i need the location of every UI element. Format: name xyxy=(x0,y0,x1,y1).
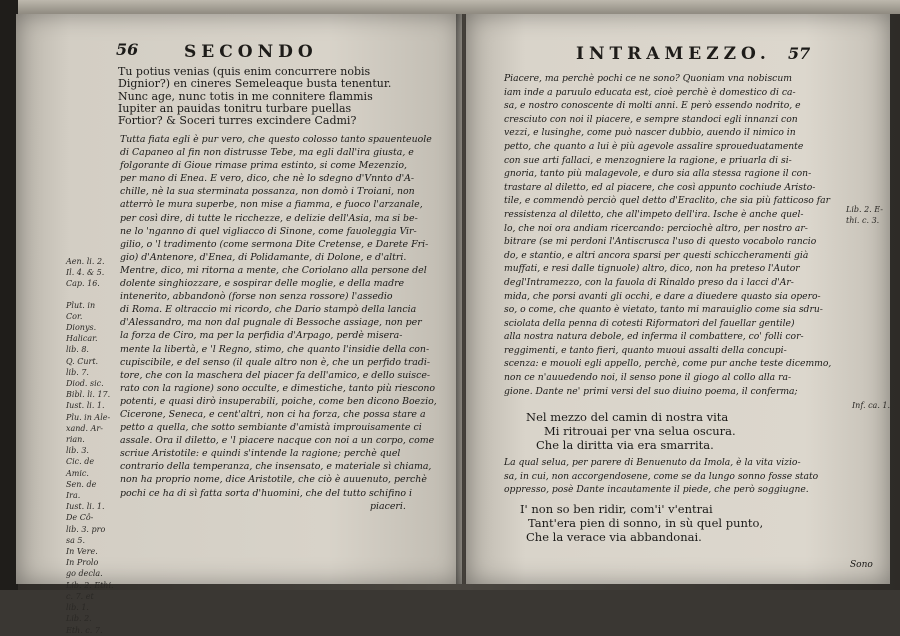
text-line: tile, e commendò perciò quel detto d'Eraclito, che sia più fatticoso far xyxy=(504,195,830,207)
book-cover-top-edge xyxy=(0,0,900,14)
text-line: potenti, e quasi dirò insuperabili, poiche, come ben dicono Boezio, xyxy=(120,395,437,407)
margin-note: Aen. li. 2. xyxy=(66,257,105,266)
right-marginalia-inferno xyxy=(852,400,890,411)
margin-note: lib. 1. xyxy=(66,603,89,613)
right-prose-2 xyxy=(504,456,818,497)
text-line: con sue arti fallaci, e menzogniere la ragione, e priuarla di si- xyxy=(504,154,792,166)
text-line: atterrò le mura superbe, non mise a fiamma, e fuoco l'arzanale, xyxy=(120,199,423,211)
right-prose xyxy=(504,72,831,398)
margin-note: Cic. de xyxy=(66,457,95,467)
text-line: lo, che noi ora andiam ricercando: perciochè altro, per nostro ar- xyxy=(504,222,808,234)
margin-note: Lib. 2. E- xyxy=(846,205,883,214)
text-line: scriue Aristotile: e quindi s'intende la ragione; perchè quel xyxy=(120,448,401,460)
text-line: chille, nè la sua sterminata possanza, non domò i Troiani, non xyxy=(120,186,415,198)
text-line: assale. Ora il diletto, e 'l piacere nacque con noi a un corpo, come xyxy=(120,435,435,447)
margin-note: Ira. xyxy=(66,491,81,501)
right-running-head: INTRAMEZZO. xyxy=(576,44,771,64)
verse-line: Dignior?) en cineres Semeleaque busta tenentur. xyxy=(118,77,392,91)
dante-verse-1 xyxy=(526,410,736,452)
text-line: di Capaneo al fin non distrusse Tebe, ma egli dall'ira giusta, e xyxy=(120,147,414,159)
verse-line: Tant'era pien di sonno, in sù quel punto, xyxy=(528,516,764,530)
right-page-number: 57 xyxy=(788,44,811,63)
verse-line: Nel mezzo del camin di nostra vita xyxy=(526,410,729,424)
text-line: trastare al diletto, ed al piacere, che così appunto cochiude Aristo- xyxy=(504,181,816,193)
text-line: cresciuto con noi il piacere, e sempre standoci egli innanzi con xyxy=(504,113,798,125)
margin-note: Dionys. xyxy=(66,323,97,333)
text-line: cupiscibile, e del senso (il quale altro non è, che un perfido tradi- xyxy=(120,356,430,368)
margin-note: lib. 7. xyxy=(66,367,89,377)
text-line: alla nostra natura debole, ed inferma il combattere, co' folli cor- xyxy=(504,331,804,343)
verse-line: Che la diritta via era smarrita. xyxy=(536,438,714,452)
text-line: Mentre, dico, mi ritorna a mente, che Coriolano alla persone del xyxy=(120,264,427,276)
dante-verse-2 xyxy=(520,502,763,544)
text-line: do, e stantio, e altri ancora sparsi per questi schiccheramenti già xyxy=(504,249,809,261)
text-line: La qual selua, per parere di Benuenuto da Imola, è la vita vizio- xyxy=(504,457,801,468)
margin-note: Q. Curt. xyxy=(66,356,99,366)
text-line: gilio, o 'l tradimento (come sermona Dite Cretense, e Darete Fri- xyxy=(120,238,429,250)
text-line: sa, in cui, non accorgendosene, come se da lungo sonno fosse stato xyxy=(504,470,819,482)
left-prose xyxy=(120,133,437,513)
margin-note: Eth. c. 7. xyxy=(66,625,103,635)
margin-note: Lib. 2. xyxy=(66,614,92,624)
margin-note: xand. Ar- xyxy=(66,423,103,433)
margin-note: lib. 3. xyxy=(66,446,89,456)
text-line: folgorante di Gioue rimase prima estinto, si come Mezenzio, xyxy=(120,160,407,172)
text-line: petto a quella, che sotto sembiante d'amistà improuisamente ci xyxy=(120,422,422,434)
margin-note: Sen. de xyxy=(66,479,97,489)
text-line: Tutta fiata egli è pur vero, che questo colosso tanto spauenteuole xyxy=(120,134,432,145)
text-line: tore, che con la maschera del piacer fa dell'amico, e dello suisce- xyxy=(120,369,431,381)
text-line: mente la libertà, e 'l Regno, stimo, che quanto l'insidie della con- xyxy=(120,343,430,355)
text-line: gnoria, tanto più malagevole, e duro sia alla stessa ragione il con- xyxy=(504,168,812,180)
margin-note: lib. 8. xyxy=(66,345,89,355)
text-line: muffati, e resi dalle tignuole) altro, dico, non ha preteso l'Autor xyxy=(504,263,800,275)
text-line: petto, che quanto a lui è più agevole assalire sproueduatamente xyxy=(504,140,804,152)
margin-note: In Prolo xyxy=(66,558,99,568)
verse-line: Fortior? & Soceri turres excindere Cadmi? xyxy=(118,114,357,128)
verse-line: Mi ritrouai per vna selua oscura. xyxy=(544,424,736,438)
margin-note: Plut. in xyxy=(66,300,96,310)
text-line: per mano di Enea. E vero, dico, che nè lo sdegno d'Vnnto d'A- xyxy=(120,173,415,185)
text-line: mida, che porsi avanti gli occhi, e dare a diuedere quasto sia opero- xyxy=(504,290,821,302)
text-line: gio) d'Antenore, d'Enea, di Polidamante, di Dolone, e d'altri. xyxy=(120,251,407,263)
text-line: di Roma. E oltraccio mi ricordo, che Dario stampò della lancia xyxy=(120,304,417,316)
margin-note: In Vere. xyxy=(66,547,98,557)
text-line: pochi ce ha di sì fatta sorta d'huomini, che del tutto schifino i xyxy=(120,487,413,499)
margin-note: c. 7. et xyxy=(66,591,94,601)
text-line: vezzi, e lusinghe, come può nascer dubbio, auendo il nimico in xyxy=(504,127,796,139)
margin-note: Amic. xyxy=(66,468,89,478)
text-line: contrario della temperanza, che insensato, e materiale sì chiama, xyxy=(120,461,432,473)
margin-note: Plu. in Ale- xyxy=(66,412,111,422)
left-page xyxy=(16,14,462,635)
text-line: non ha proprio nome, dice Aristotile, che ciò è auuenuto, perchè xyxy=(120,474,427,486)
margin-note: thi. c. 3. xyxy=(846,216,880,226)
text-line: iam inde a paruulo educata est, cioè perchè è domestico di ca- xyxy=(504,86,796,98)
margin-note: De Cô- xyxy=(66,513,94,523)
text-line: degl'Intramezzo, con la fauola di Rinaldo preso da i lacci d'Ar- xyxy=(504,276,794,288)
margin-note: Inf. ca. 1. xyxy=(852,401,891,410)
margin-note: rian. xyxy=(66,435,85,445)
text-line: d'Alessandro, ma non dal pugnale di Bessoche assiage, non per xyxy=(120,317,422,329)
text-line: reggimenti, e tanto fieri, quanto muoui assalti della concupi- xyxy=(504,344,787,356)
text-line: Piacere, ma perchè pochi ce ne sono? Quoniam vna nobiscum xyxy=(504,73,792,84)
text-line: ne lo 'nganno di quel vigliacco di Sinone, come fauoleggia Vir- xyxy=(120,225,417,237)
verse-line: Tu potius venias (quis enim concurrere nobis xyxy=(118,65,371,78)
right-marginalia xyxy=(846,204,883,226)
verse-line: I' non so ben ridir, com'i' v'entrai xyxy=(520,502,713,516)
text-line: non ce n'auuedendo noi, il senso pone il giogo al collo alla ra- xyxy=(504,372,792,384)
text-line: scenza: e mouoli egli appello, perchè, come pur anche teste dicemmo, xyxy=(504,358,832,370)
margin-note: Halicar. xyxy=(66,334,98,344)
margin-note: go decla. xyxy=(66,569,103,579)
margin-note: Diod. sic. xyxy=(66,379,104,389)
text-line: Cicerone, Seneca, e cent'altri, non ci ha forza, che possa stare a xyxy=(120,408,426,420)
text-line: la forza de Ciro, ma per la perfidia d'Arpago, perdè misera- xyxy=(120,330,403,342)
catchword: Sono xyxy=(850,560,873,570)
margin-note: Lib. 2. Ethi. xyxy=(66,580,114,590)
text-line: gione. Dante ne' primi versi del suo diuino poema, il conferma; xyxy=(504,385,798,397)
margin-note: Bibl. li. 17. xyxy=(66,390,111,400)
text-line: so, o come, che quanto è vietato, tanto mi marauiglio come sia sdru- xyxy=(504,304,823,316)
verse-line: Nunc age, nunc totis in me connitere flammis xyxy=(118,89,373,103)
text-line: intenerito, abbandonò (forse non senza rossore) l'assedio xyxy=(120,291,393,303)
text-line: oppresso, posè Dante incautamente il piede, che però soggiugne. xyxy=(504,484,809,496)
text-line: rato con la ragione) sono occulte, e dimestiche, tanto più riescono xyxy=(120,382,436,394)
margin-note: sa 5. xyxy=(66,535,86,545)
text-line: sciolata della penna di cotesti Riformatori del fauellar gentile) xyxy=(504,317,795,329)
margin-note: lib. 3. pro xyxy=(66,524,106,534)
text-line: sa, e nostro conoscente di molti anni. E però essendo nodrito, e xyxy=(504,100,801,112)
right-page xyxy=(466,14,890,584)
verse-line: Iupiter an pauidas tonitru turbare puellas xyxy=(118,101,352,115)
margin-note: Il. 4. & 5. xyxy=(66,268,105,278)
text-line: ressistenza al diletto, che all'impeto dell'ira. Ische è anche quel- xyxy=(504,208,804,220)
text-line: piaceri. xyxy=(370,500,406,512)
text-line: dolente singhiozzare, e sospirar delle moglie, e della madre xyxy=(120,278,405,290)
left-running-head: SECONDO xyxy=(184,42,318,62)
margin-note: Cap. 16. xyxy=(66,279,100,289)
margin-note: Iust. li. 1. xyxy=(66,502,105,512)
left-marginalia xyxy=(66,256,114,636)
margin-note: Cor. xyxy=(66,311,83,321)
margin-note: Iust. li. 1. xyxy=(66,401,105,411)
text-line: bitrare (se mi perdoni l'Antiscrusca l'uso di questo vocabolo rancio xyxy=(504,236,817,248)
left-page-number: 56 xyxy=(116,40,139,59)
text-line: per così dire, di tutte le ricchezze, e delizie dell'Asia, ma si be- xyxy=(120,212,418,224)
left-latin-verse xyxy=(118,66,391,127)
verse-line: Che la verace via abbandonai. xyxy=(526,530,702,544)
